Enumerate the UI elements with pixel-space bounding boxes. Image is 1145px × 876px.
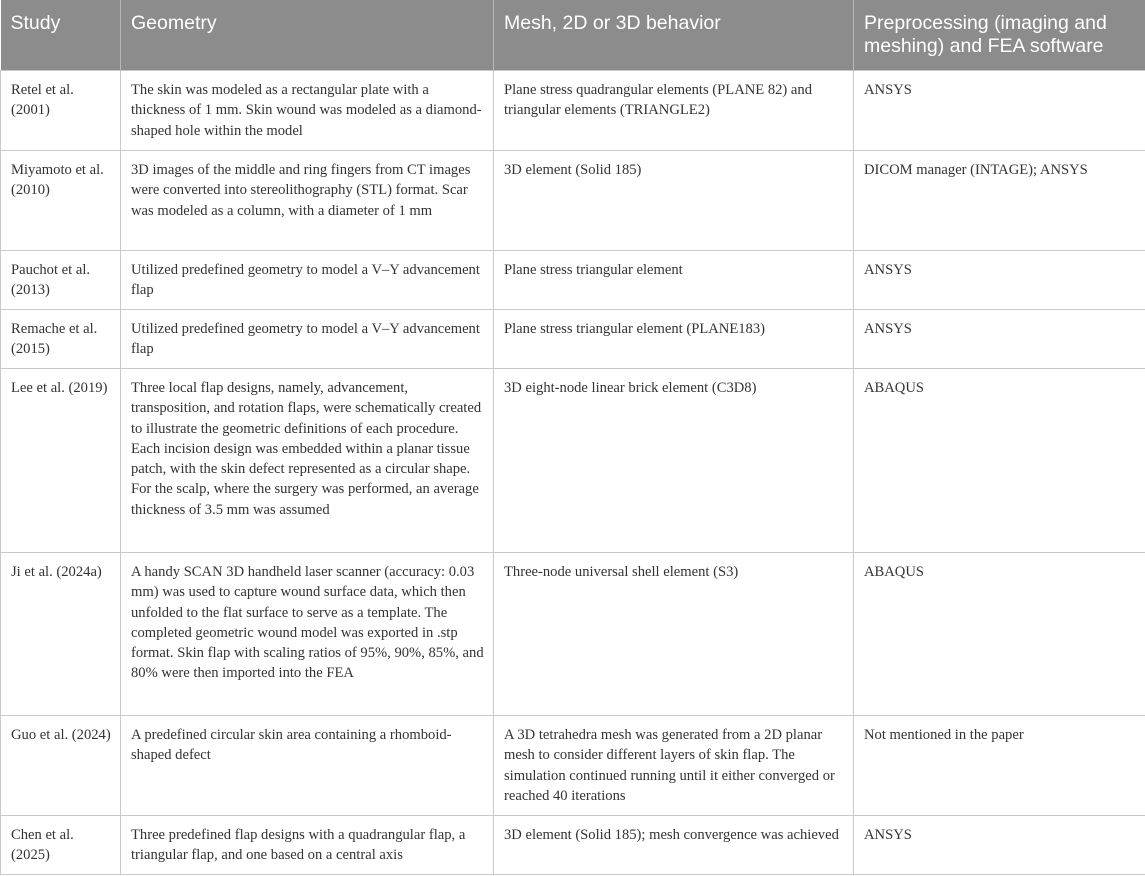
cell-study: Chen et al. (2025) [1,816,121,875]
table-row [1,310,1145,369]
cell-geometry: Utilized predefined geometry to model a V–Y advancement flap [121,251,494,310]
cell-study: Lee et al. (2019) [1,369,121,553]
cell-study: Ji et al. (2024a) [1,553,121,716]
cell-geometry: Utilized predefined geometry to model a V–Y advancement flap [121,310,494,369]
cell-software: ANSYS [854,71,1145,151]
cell-mesh: 3D element (Solid 185); mesh convergence was achieved [494,816,854,875]
cell-mesh: Plane stress triangular element [494,251,854,310]
table-header [1,0,1145,71]
cell-study: Miyamoto et al. (2010) [1,151,121,251]
table-row [1,716,1145,816]
cell-software: ANSYS [854,816,1145,875]
cell-software: DICOM manager (INTAGE); ANSYS [854,151,1145,251]
header-geometry: Geometry [121,0,494,71]
header-study: Study [1,0,121,71]
cell-software: ABAQUS [854,369,1145,553]
table-row [1,816,1145,875]
cell-mesh: Plane stress quadrangular elements (PLANE 82) and triangular elements (TRIANGLE2) [494,71,854,151]
cell-study: Guo et al. (2024) [1,716,121,816]
cell-software: ABAQUS [854,553,1145,716]
table-body [1,71,1145,875]
cell-mesh: A 3D tetrahedra mesh was generated from a 2D planar mesh to consider different layers of skin flap. The simulation continued running until it either converged or reached 40 iterations [494,716,854,816]
cell-study: Retel et al. (2001) [1,71,121,151]
table-row [1,553,1145,716]
cell-geometry: A predefined circular skin area containing a rhomboid-shaped defect [121,716,494,816]
cell-study: Pauchot et al. (2013) [1,251,121,310]
header-mesh: Mesh, 2D or 3D behavior [494,0,854,71]
table-row [1,71,1145,151]
cell-mesh: Three-node universal shell element (S3) [494,553,854,716]
cell-software: Not mentioned in the paper [854,716,1145,816]
cell-software: ANSYS [854,310,1145,369]
header-software: Preprocessing (imaging and meshing) and FEA software [854,0,1145,71]
table-row [1,151,1145,251]
table-row [1,369,1145,553]
cell-mesh: Plane stress triangular element (PLANE183) [494,310,854,369]
cell-geometry: The skin was modeled as a rectangular plate with a thickness of 1 mm. Skin wound was modeled as a diamond-shaped hole within the model [121,71,494,151]
cell-geometry: Three local flap designs, namely, advancement, transposition, and rotation flaps, were schematically created to illustrate the geometric definitions of each procedure. Each incision design was embedded within a planar tissue patch, with the skin defect represented as a circular shape. For the scalp, where the surgery was performed, an average thickness of 3.5 mm was assumed [121,369,494,553]
cell-geometry: Three predefined flap designs with a quadrangular flap, a triangular flap, and one based on a central axis [121,816,494,875]
cell-geometry: A handy SCAN 3D handheld laser scanner (accuracy: 0.03 mm) was used to capture wound surface data, which then unfolded to the flat surface to serve as a template. The completed geometric wound model was exported in .stp format. Skin flap with scaling ratios of 95%, 90%, 85%, and 80% were then imported into the FEA [121,553,494,716]
header-row [1,0,1145,71]
table-row [1,251,1145,310]
cell-mesh: 3D eight-node linear brick element (C3D8) [494,369,854,553]
cell-software: ANSYS [854,251,1145,310]
cell-study: Remache et al. (2015) [1,310,121,369]
cell-geometry: 3D images of the middle and ring fingers from CT images were converted into stereolithography (STL) format. Scar was modeled as a column, with a diameter of 1 mm [121,151,494,251]
cell-mesh: 3D element (Solid 185) [494,151,854,251]
